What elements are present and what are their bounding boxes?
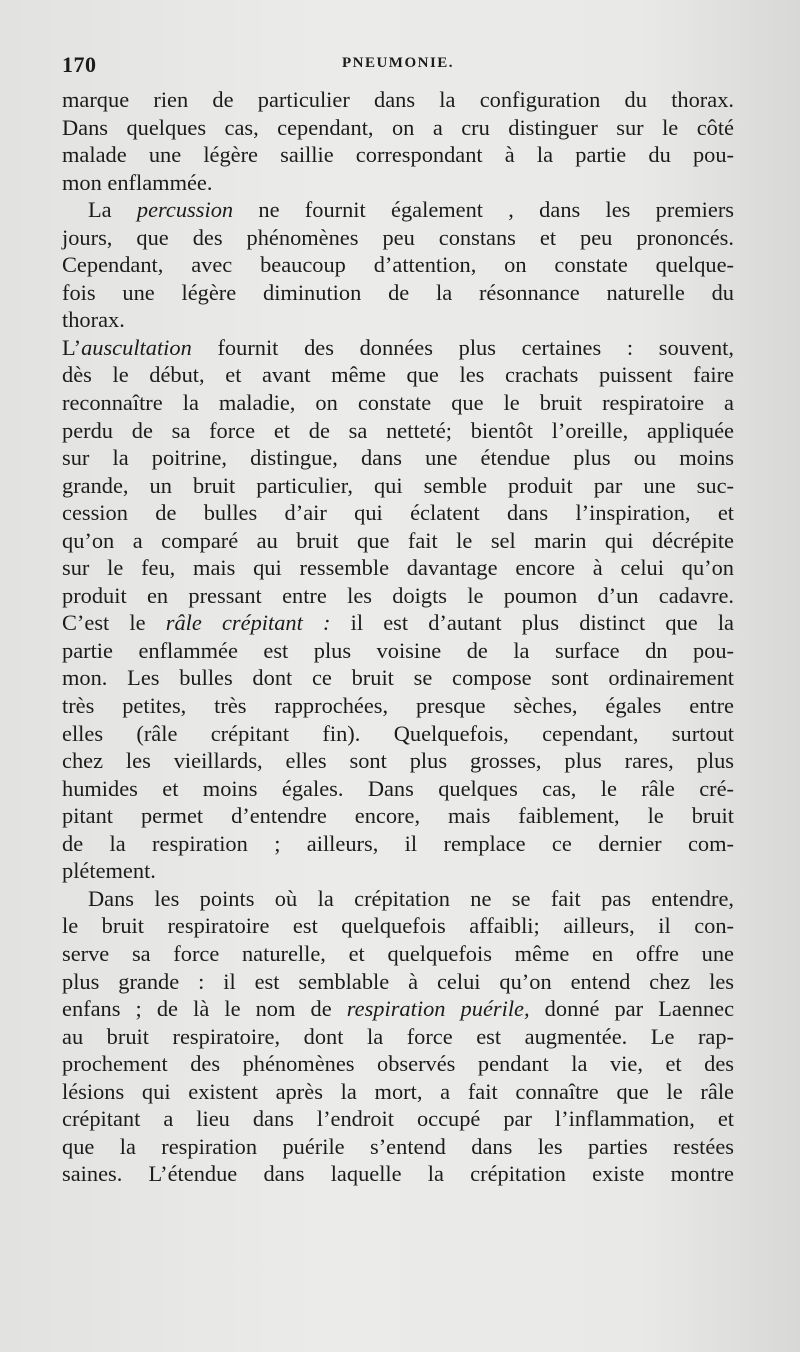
text-line: jours, que des phénomènes peu constans et peu prononcés. [62,224,734,250]
text-line: très petites, très rapprochées, presque sèches, égales entre [62,693,734,719]
text-line: Cependant, avec beaucoup d’attention, on constate quelque- [62,252,734,278]
text-line: le bruit respiratoire est quelquefois affaibli; ailleurs, il con- [62,913,734,939]
text-line: mon. Les bulles dont ce bruit se compose sont ordinairement [62,665,734,691]
italic-term: percussion [136,197,234,223]
text-line: plus grande : il est semblable à celui qu’on entend chez les [62,968,734,994]
text-line: dès le début, et avant même que les crachats puissent faire [62,362,734,388]
text-line: humides et moins égales. Dans quelques cas, le râle cré- [62,775,734,801]
text-line: thorax. [62,307,125,333]
text-line: sur le feu, mais qui ressemble davantage encore à celui qu’on [62,555,734,581]
text-line: C’est le râle crépitant : il est d’autant plus distinct que la [62,610,734,636]
text-line: lésions qui existent après la mort, a fait connaître que le râle [62,1078,734,1104]
text-line: pitant permet d’entendre encore, mais faiblement, le bruit [62,803,734,829]
text-line: que la respiration puérile s’entend dans les parties restées [62,1133,734,1159]
text-line: qu’on a comparé au bruit que fait le sel marin qui décrépite [62,527,734,553]
text-line: perdu de sa force et de sa netteté; bientôt l’oreille, appliquée [62,417,734,443]
text-line: enfans ; de là le nom de respiration puérile, donné par Laennec [62,996,735,1022]
text-line: marque rien de particulier dans la configuration du thorax. [62,87,734,112]
text-line: Dans quelques cas, cependant, on a cru distinguer sur le côté [62,114,734,140]
text-line: La percussion ne fournit également , dans les premiers [88,197,734,223]
text-line: grande, un bruit particulier, qui semble produit par une suc- [62,472,734,498]
running-head: PNEUMONIE. [341,55,455,71]
text-line: de la respiration ; ailleurs, il remplace ce dernier com- [62,830,734,856]
text-line: au bruit respiratoire, dont la force est augmentée. Le rap- [62,1023,734,1049]
text-line: sur la poitrine, distingue, dans une étendue plus ou moins [62,445,734,471]
text-line: chez les vieillards, elles sont plus grosses, plus rares, plus [62,748,734,774]
italic-term: respiration puérile, [346,996,530,1022]
text-line: produit en pressant entre les doigts le poumon d’un cadavre. [62,582,734,608]
text-line: Dans les points où la crépitation ne se fait pas entendre, [88,885,734,911]
text-line: elles (râle crépitant fin). Quelquefois, cependant, surtout [62,720,734,746]
text-line: prochement des phénomènes observés pendant la vie, et des [62,1051,734,1077]
text-line: plétement. [62,858,156,884]
text-line: partie enflammée est plus voisine de la surface dn pou- [62,637,734,663]
text-line: saines. L’étendue dans laquelle la crépitation existe montre [62,1161,734,1187]
text-line: mon enflammée. [62,169,213,195]
page-number: 170 [62,52,97,77]
italic-term: râle crépitant : [165,610,331,636]
text-line: serve sa force naturelle, et quelquefois même en offre une [62,940,734,966]
italic-term: auscultation [81,334,192,360]
text-line: fois une légère diminution de la résonnance naturelle du [62,279,734,305]
text-line: malade une légère saillie correspondant à la partie du pou- [62,142,734,168]
text-line: cession de bulles d’air qui éclatent dans l’inspiration, et [62,500,734,526]
page-header [62,52,734,86]
body-text [62,86,734,1188]
text-line: crépitant a lieu dans l’endroit occupé par l’inflammation, et [62,1106,734,1132]
text-line: L’auscultation fournit des données plus certaines : souvent, [62,334,734,360]
text-line: reconnaître la maladie, on constate que le bruit respiratoire a [62,390,734,416]
